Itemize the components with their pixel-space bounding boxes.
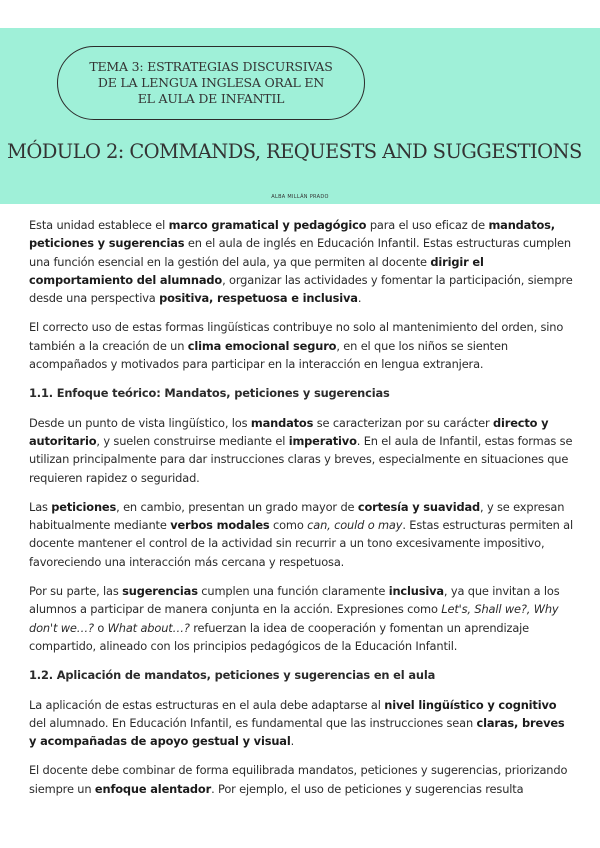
header-banner bbox=[0, 28, 600, 204]
paragraph-peticiones: Las peticiones, en cambio, presentan un grado mayor de cortesía y suavidad, y se expresan habitualmente mediante verbos modales como can, could o may. Estas estructuras permiten al docente mantener el control de la actividad sin recurrir a un tono excesivamente impositivo, favoreciendo una interacción más cercana y respetuosa. bbox=[29, 499, 574, 569]
section-heading-1-2: 1.2. Aplicación de mandatos, peticiones y sugerencias en el aula bbox=[29, 668, 436, 683]
paragraph-aplicacion: La aplicación de estas estructuras en el aula debe adaptarse al nivel lingüístico y cognitivo del alumnado. En Educación Infantil, es fundamental que las instrucciones sean claras, breves y acompañadas de apoyo gestual y visual. bbox=[29, 697, 565, 749]
document-body bbox=[29, 216, 574, 809]
section-heading-1-1: 1.1. Enfoque teórico: Mandatos, peticiones y sugerencias bbox=[29, 386, 390, 401]
paragraph-mandatos: Desde un punto de vista lingüístico, los mandatos se caracterizan por su carácter directo y autoritario, y suelen construirse mediante el imperativo. En el aula de Infantil, estas formas se utilizan principalmente para dar instrucciones claras y breves, especialmente en situaciones que requieren rapidez o seguridad. bbox=[29, 415, 573, 485]
paragraph-docente: El docente debe combinar de forma equilibrada mandatos, peticiones y sugerencias, priorizando siempre un enfoque alentador. Por ejemplo, el uso de peticiones y sugerencias resulta bbox=[29, 763, 568, 796]
paragraph-sugerencias: Por su parte, las sugerencias cumplen una función claramente inclusiva, ya que invitan a los alumnos a participar de manera conjunta en la acción. Expresiones como Let's, Shall we?, Why don't we…? o What about…? refuerzan la idea de cooperación y fomentan un aprendizaje compartido, alineado con los principios pedagógicos de la Educación Infantil. bbox=[29, 584, 560, 653]
paragraph-intro: Esta unidad establece el marco gramatical y pedagógico para el uso eficaz de mandatos, peticiones y sugerencias en el aula de inglés en Educación Infantil. Estas estructuras cumplen una función esencial en la gestión del aula, ya que permiten al docente dirigir el comportamiento del alumnado, organizar las actividades y fomentar la participación, siempre desde una perspectiva positiva, respetuosa e inclusiva. bbox=[29, 218, 573, 306]
module-title: MÓDULO 2: COMMANDS, REQUESTS AND SUGGESTIONS bbox=[7, 140, 582, 163]
paragraph-climate: El correcto uso de estas formas lingüísticas contribuye no solo al mantenimiento del orden, sino también a la creación de un clima emocional seguro, en el que los niños se sienten acompañados y motivados para participar en la interacción en lengua extranjera. bbox=[29, 320, 564, 372]
topic-title-pill bbox=[57, 46, 365, 120]
topic-title: TEMA 3: ESTRATEGIAS DISCURSIVAS DE LA LENGUA INGLESA ORAL EN EL AULA DE INFANTIL bbox=[89, 59, 333, 106]
author-name: ALBA MILLÁN PRADO bbox=[271, 194, 329, 200]
